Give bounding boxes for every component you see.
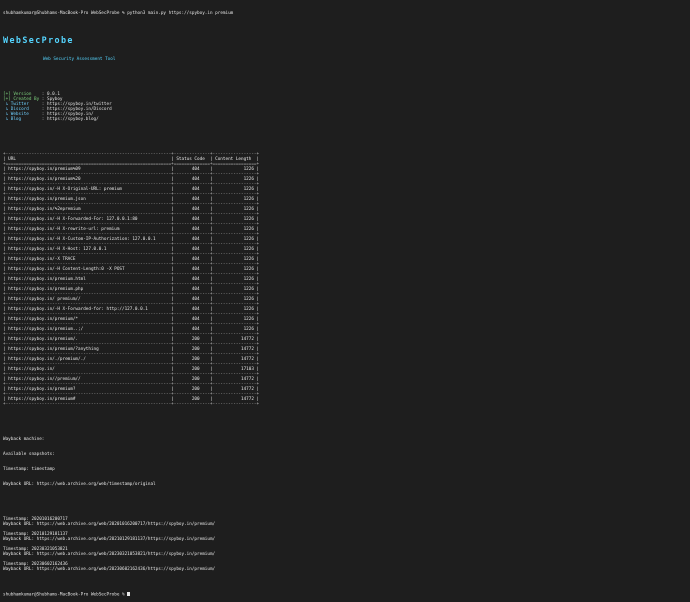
table-border: +----------------------------------------------------------------+--------------+-----------------+ xyxy=(3,352,260,357)
info-separator: : xyxy=(39,107,47,112)
tool-info xyxy=(3,92,687,122)
info-separator: : xyxy=(39,97,47,102)
info-value: Spyboy xyxy=(46,97,63,102)
table-row: | https://spyboy.in/premium..;/ | 404 | 1226 | xyxy=(3,327,260,332)
table-border: +----------------------------------------------------------------+--------------+-----------------+ xyxy=(3,192,260,197)
info-value: https://spyboy.in/twitter xyxy=(46,102,112,107)
table-border: +----------------------------------------------------------------+--------------+-----------------+ xyxy=(3,262,260,267)
table-row: | https://spyboy.in/-H X-rewrite-url: premium | 404 | 1226 | xyxy=(3,227,260,232)
info-separator: : xyxy=(39,117,47,122)
final-prompt-line[interactable] xyxy=(3,592,687,597)
ascii-banner: WebSecProbe xyxy=(3,35,74,45)
snapshot-timestamp: Timestamp: 20201016200717 xyxy=(3,517,68,522)
table-border: +----------------------------------------------------------------+--------------+-----------------+ xyxy=(3,152,260,157)
info-line xyxy=(3,117,687,122)
table-border: +----------------------------------------------------------------+--------------+-----------------+ xyxy=(3,382,260,387)
table-border: +----------------------------------------------------------------+--------------+-----------------+ xyxy=(3,242,260,247)
table-border: +----------------------------------------------------------------+--------------+-----------------+ xyxy=(3,392,260,397)
info-key: ↳ Website xyxy=(3,112,40,117)
table-border: +----------------------------------------------------------------+--------------+-----------------+ xyxy=(3,362,260,367)
command-text: python3 main.py https://spyboy.in premium xyxy=(127,11,234,16)
info-separator: : xyxy=(39,102,47,107)
snapshot-timestamp: Timestamp: 20230602162436 xyxy=(3,562,68,567)
table-border: +----------------------------------------------------------------+--------------+-----------------+ xyxy=(3,292,260,297)
table-border: +----------------------------------------------------------------+--------------+-----------------+ xyxy=(3,252,260,257)
table-row: | https://spyboy.in/premium.html | 404 | 1226 | xyxy=(3,277,260,282)
table-border: +----------------------------------------------------------------+--------------+-----------------+ xyxy=(3,182,260,187)
info-value: https://spyboy.in/ xyxy=(46,112,94,117)
cursor xyxy=(127,592,130,596)
snapshot-url: Wayback URL: https://web.archive.org/web/20230321053821/https://spyboy.in/premium/ xyxy=(3,552,216,557)
table-row: | https://spyboy.in/premium.json | 404 | 1226 | xyxy=(3,197,260,202)
table-border: +----------------------------------------------------------------+--------------+-----------------+ xyxy=(3,342,260,347)
table-row: | https://spyboy.in/premium/. | 200 | 14772 | xyxy=(3,337,260,342)
table-border: +----------------------------------------------------------------+--------------+-----------------+ xyxy=(3,172,260,177)
table-row: | https://spyboy.in/premium/?anything | 200 | 14772 | xyxy=(3,347,260,352)
table-border: +----------------------------------------------------------------+--------------+-----------------+ xyxy=(3,232,260,237)
wayback-available: Available snapshots: xyxy=(3,452,55,457)
table-border: +----------------------------------------------------------------+--------------+-----------------+ xyxy=(3,282,260,287)
table-row: | https://spyboy.in/%2epremium | 404 | 1226 | xyxy=(3,207,260,212)
table-row: | https://spyboy.in/premium%09 | 404 | 1226 | xyxy=(3,167,260,172)
table-header: | URL | Status Code | Content Length | xyxy=(3,157,260,162)
table-border: +----------------------------------------------------------------+--------------+-----------------+ xyxy=(3,272,260,277)
table-row: | https://spyboy.in/-H X-Forwarded-For: 127.0.0.1:80 | 404 | 1226 | xyxy=(3,217,260,222)
table-row: | https://spyboy.in/premium.php | 404 | 1226 | xyxy=(3,287,260,292)
snapshot-url: Wayback URL: https://web.archive.org/web/20230602162436/https://spyboy.in/premium/ xyxy=(3,567,216,572)
shell-prompt: shubhamkumar@Shubhams-MacBook-Pro WebSecProbe % xyxy=(3,11,128,16)
final-shell-prompt: shubhamkumar@Shubhams-MacBook-Pro WebSecProbe % xyxy=(3,592,128,598)
results-table xyxy=(3,152,687,407)
info-key: [+] Created By xyxy=(3,97,40,102)
table-row: | https://spyboy.in/-X TRACE | 404 | 1226 | xyxy=(3,257,260,262)
table-row: | https://spyboy.in/premium%20 | 404 | 1226 | xyxy=(3,177,260,182)
snapshot-list xyxy=(3,517,687,577)
snapshot-url: Wayback URL: https://web.archive.org/web/20210129181137/https://spyboy.in/premium/ xyxy=(3,537,216,542)
table-row: | https://spyboy.in/ | 200 | 17103 | xyxy=(3,367,260,372)
table-row: | https://spyboy.in/premium# | 200 | 14772 | xyxy=(3,397,260,402)
table-row: | https://spyboy.in/premium? | 200 | 14772 | xyxy=(3,387,260,392)
info-key: [+] Version xyxy=(3,92,40,97)
terminal-output xyxy=(3,1,687,602)
table-row: | https://spyboy.in/./premium/./ | 200 | 14772 | xyxy=(3,357,260,362)
info-value: 0.0.1 xyxy=(46,92,60,97)
table-row: | https://spyboy.in/-H X-Host: 127.0.0.1 | 404 | 1226 | xyxy=(3,247,260,252)
info-value: https://spyboy.blog/ xyxy=(46,117,99,122)
info-key: ↳ Twitter xyxy=(3,102,40,107)
command-line xyxy=(3,11,687,16)
wayback-heading: Wayback machine: xyxy=(3,437,45,442)
table-border: +----------------------------------------------------------------+--------------+-----------------+ xyxy=(3,302,260,307)
table-row: | https://spyboy.in/-H X-Original-URL: premium | 404 | 1226 | xyxy=(3,187,260,192)
table-border: +----------------------------------------------------------------+--------------+-----------------+ xyxy=(3,202,260,207)
table-row: | https://spyboy.in/ premium// | 404 | 1226 | xyxy=(3,297,260,302)
table-border: +----------------------------------------------------------------+--------------+-----------------+ xyxy=(3,312,260,317)
table-row: | https://spyboy.in/-H X-Forwarded-for: http://127.0.0.1 | 404 | 1226 | xyxy=(3,307,260,312)
snapshot-url: Wayback URL: https://web.archive.org/web/20201016200717/https://spyboy.in/premium/ xyxy=(3,522,216,527)
info-separator: : xyxy=(39,112,47,117)
table-border: +----------------------------------------------------------------+--------------+-----------------+ xyxy=(3,332,260,337)
table-border: +----------------------------------------------------------------+--------------+-----------------+ xyxy=(3,222,260,227)
info-key: ↳ Blog xyxy=(3,117,40,122)
wayback-header-ts: Timestamp: timestamp xyxy=(3,467,55,472)
info-separator: : xyxy=(39,92,47,97)
info-value: https://spyboy.in/Discord xyxy=(46,107,112,112)
table-row: | https://spyboy.in/-H X-Custom-IP-Authorization: 127.0.0.1 | 404 | 1226 | xyxy=(3,237,260,242)
table-row: | https://spyboy.in/premium/* | 404 | 1226 | xyxy=(3,317,260,322)
snapshot-timestamp: Timestamp: 20210129181137 xyxy=(3,532,68,537)
table-row: | https://spyboy.in/-H Content-Length:0 -X POST | 404 | 1226 | xyxy=(3,267,260,272)
table-row: | https://spyboy.in//premium// | 200 | 14772 | xyxy=(3,377,260,382)
table-border: +----------------------------------------------------------------+--------------+-----------------+ xyxy=(3,372,260,377)
info-key: ↳ Discord xyxy=(3,107,40,112)
table-border: +----------------------------------------------------------------+--------------+-----------------+ xyxy=(3,212,260,217)
table-border: +================================================================+==============+=================+ xyxy=(3,162,260,167)
banner-subtitle: Web Security Assessment Tool xyxy=(43,57,116,62)
table-border: +----------------------------------------------------------------+--------------+-----------------+ xyxy=(3,402,260,407)
wayback-header-url: Wayback URL: https://web.archive.org/web/timestamp/original xyxy=(3,482,156,487)
table-border: +----------------------------------------------------------------+--------------+-----------------+ xyxy=(3,322,260,327)
snapshot-timestamp: Timestamp: 20230321053821 xyxy=(3,547,68,552)
